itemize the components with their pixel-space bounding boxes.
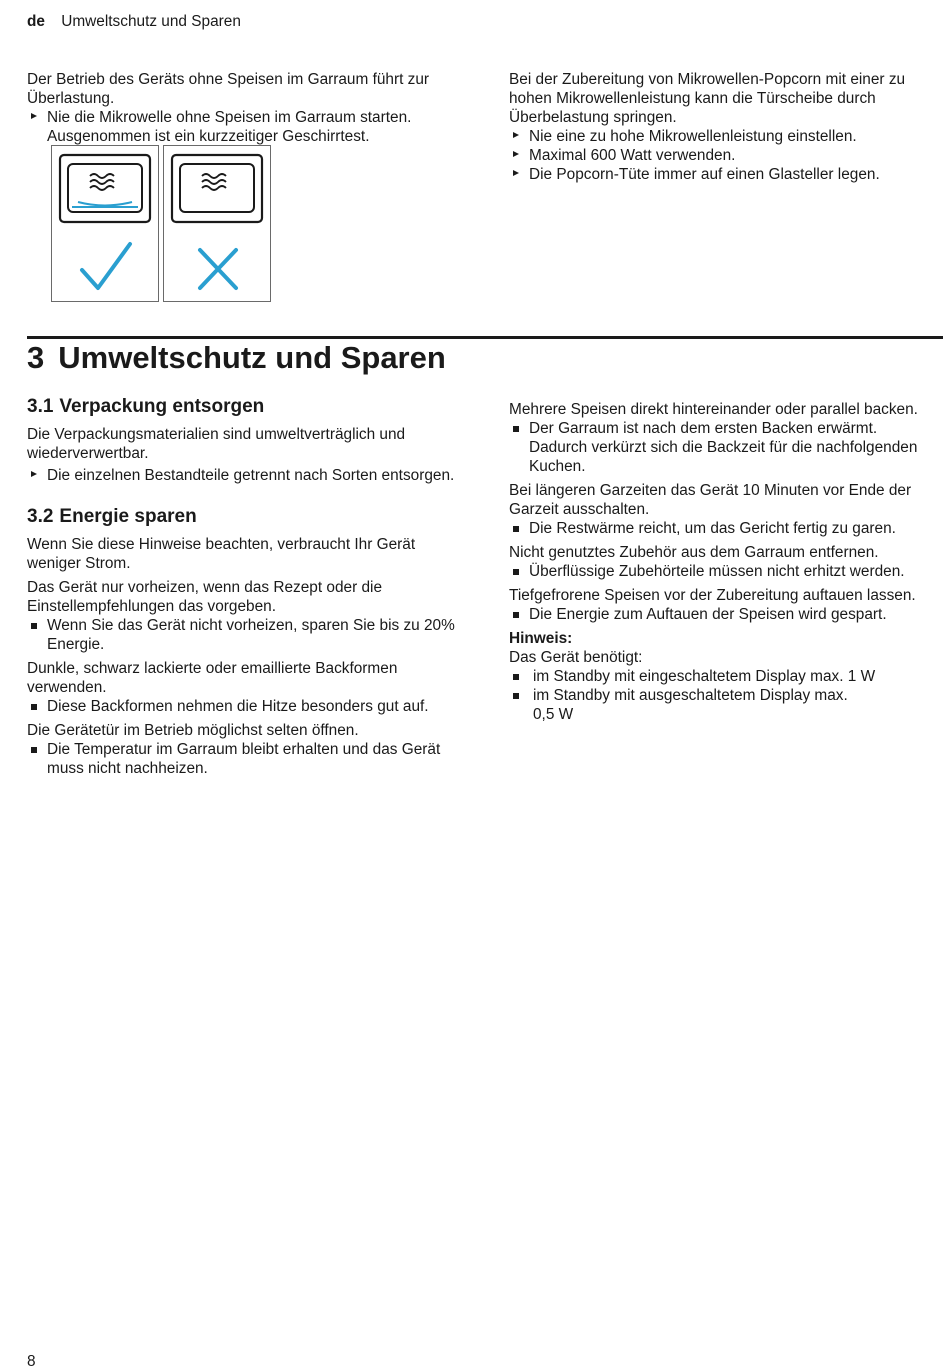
energy-intro: Wenn Sie diese Hinweise beachten, verbraucht Ihr Gerät weniger Strom.	[27, 536, 416, 572]
chapter-number: 3	[27, 340, 45, 375]
right-column	[509, 400, 934, 724]
popcorn-list	[509, 127, 944, 184]
note-intro: Das Gerät benötigt:	[509, 649, 643, 666]
chapter-title: Umweltschutz und Sparen	[58, 340, 446, 375]
top-right-column	[509, 70, 944, 184]
running-header	[27, 12, 241, 31]
preheat-list	[27, 616, 462, 654]
bakeware-list	[27, 697, 462, 716]
list-item: Überflüssige Zubehörteile müssen nicht erhitzt werden.	[509, 562, 934, 581]
list-item: Die Temperatur im Garraum bleibt erhalten und das Gerät muss nicht nachheizen.	[27, 740, 462, 778]
overload-list	[27, 108, 467, 146]
list-item: Der Garraum ist nach dem ersten Backen erwärmt. Dadurch verkürzt sich die Backzeit für die nachfolgenden Kuchen.	[509, 419, 934, 476]
section-title: Verpackung entsorgen	[59, 396, 265, 417]
header-title: Umweltschutz und Sparen	[61, 13, 241, 30]
list-item: Maximal 600 Watt verwenden.	[509, 146, 944, 165]
accessories-paragraph: Nicht genutztes Zubehör aus dem Garraum entfernen.	[509, 544, 879, 561]
bakeware-paragraph: Dunkle, schwarz lackierte oder emaillierte Backformen verwenden.	[27, 660, 398, 696]
section-heading-3-2	[27, 505, 462, 529]
packaging-list	[27, 466, 462, 485]
switch-off-paragraph: Bei längeren Garzeiten das Gerät 10 Minuten vor Ende der Garzeit ausschalten.	[509, 482, 912, 518]
standby-list	[509, 667, 934, 724]
preheat-paragraph: Das Gerät nur vorheizen, wenn das Rezept oder die Einstellempfehlungen das vorgeben.	[27, 579, 383, 615]
list-item: im Standby mit ausgeschaltetem Display max. 0,5 W	[509, 686, 934, 724]
checkmark-icon	[76, 238, 136, 294]
section-number: 3.1	[27, 396, 54, 417]
overload-paragraph: Der Betrieb des Geräts ohne Speisen im Garraum führt zur Überlastung.	[27, 71, 430, 107]
chapter-rule	[27, 336, 943, 339]
note-label: Hinweis:	[509, 630, 573, 647]
section-number: 3.2	[27, 506, 54, 527]
switch-off-list	[509, 519, 934, 538]
list-item: Die einzelnen Bestandteile getrennt nach Sorten entsorgen.	[27, 466, 462, 485]
list-item: Diese Backformen nehmen die Hitze besonders gut auf.	[27, 697, 462, 716]
figure-panel-correct	[51, 145, 159, 302]
list-item: im Standby mit eingeschaltetem Display max. 1 W	[509, 667, 934, 686]
language-code: de	[27, 13, 45, 30]
defrost-paragraph: Tiefgefrorene Speisen vor der Zubereitung auftauen lassen.	[509, 587, 916, 604]
top-left-column	[27, 70, 467, 146]
list-item: Nie eine zu hohe Mikrowellenleistung einstellen.	[509, 127, 944, 146]
section-title: Energie sparen	[59, 506, 197, 527]
list-item: Die Energie zum Auftauen der Speisen wird gespart.	[509, 605, 934, 624]
chapter-heading	[27, 340, 446, 376]
popcorn-paragraph: Bei der Zubereitung von Mikrowellen-Popcorn mit einer zu hohen Mikrowellenleistung kann die Türscheibe durch Überbelastung springen.	[509, 71, 906, 126]
list-item: Die Popcorn-Tüte immer auf einen Glasteller legen.	[509, 165, 944, 184]
packaging-paragraph: Die Verpackungsmaterialien sind umweltverträglich und wiederverwertbar.	[27, 426, 406, 462]
door-paragraph: Die Gerätetür im Betrieb möglichst selten öffnen.	[27, 722, 359, 739]
door-list	[27, 740, 462, 778]
page-number: 8	[27, 1353, 36, 1370]
cross-icon	[194, 244, 242, 294]
multi-bake-list	[509, 419, 934, 476]
left-column	[27, 395, 462, 778]
list-item: Nie die Mikrowelle ohne Speisen im Garraum starten. Ausgenommen ist ein kurzzeitiger Geschirrtest.	[27, 108, 467, 146]
list-item: Wenn Sie das Gerät nicht vorheizen, sparen Sie bis zu 20% Energie.	[27, 616, 462, 654]
figure-panel-wrong	[163, 145, 271, 302]
accessories-list	[509, 562, 934, 581]
defrost-list	[509, 605, 934, 624]
list-item: Die Restwärme reicht, um das Gericht fertig zu garen.	[509, 519, 934, 538]
multi-bake-paragraph: Mehrere Speisen direkt hintereinander oder parallel backen.	[509, 401, 918, 418]
section-heading-3-1	[27, 395, 462, 419]
